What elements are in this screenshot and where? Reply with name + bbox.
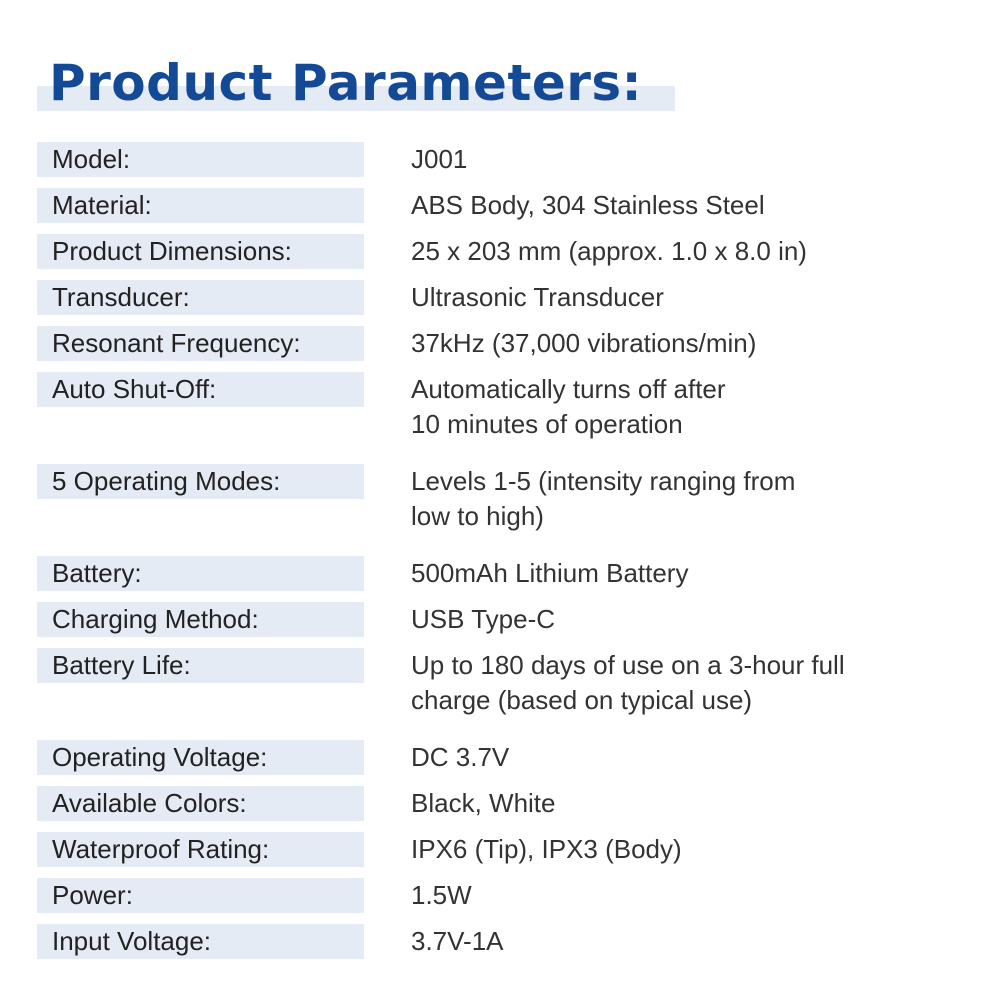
spec-value-line: 500mAh Lithium Battery	[411, 558, 689, 588]
spec-value-line: Automatically turns off after	[411, 374, 726, 404]
spec-value-line: 25 x 203 mm (approx. 1.0 x 8.0 in)	[411, 236, 807, 266]
spec-value-line: ABS Body, 304 Stainless Steel	[411, 190, 765, 220]
spec-value-line: 37kHz (37,000 vibrations/min)	[411, 328, 757, 358]
spec-value	[411, 602, 971, 637]
spec-label: Waterproof Rating:	[37, 832, 364, 867]
spec-value	[411, 878, 971, 913]
spec-value-line: low to high)	[411, 501, 544, 531]
spec-label: Transducer:	[37, 280, 364, 315]
spec-label: Resonant Frequency:	[37, 326, 364, 361]
spec-value	[411, 924, 971, 959]
spec-value-line: J001	[411, 144, 468, 174]
spec-label: Model:	[37, 142, 364, 177]
spec-value	[411, 372, 971, 442]
spec-value-line: charge (based on typical use)	[411, 685, 753, 715]
spec-label: Available Colors:	[37, 786, 364, 821]
spec-label: Battery:	[37, 556, 364, 591]
spec-value-line: Black, White	[411, 788, 556, 818]
spec-value	[411, 142, 971, 177]
spec-value-line: Up to 180 days of use on a 3-hour full	[411, 650, 845, 680]
spec-value-line: IPX6 (Tip), IPX3 (Body)	[411, 834, 682, 864]
spec-value-line: DC 3.7V	[411, 742, 510, 772]
spec-label: Charging Method:	[37, 602, 364, 637]
spec-label: Power:	[37, 878, 364, 913]
spec-label: Product Dimensions:	[37, 234, 364, 269]
spec-value	[411, 280, 971, 315]
spec-value-line: 1.5W	[411, 880, 472, 910]
spec-value	[411, 464, 971, 534]
spec-label: Input Voltage:	[37, 924, 364, 959]
spec-value-line: USB Type-C	[411, 604, 556, 634]
spec-value-line: Levels 1-5 (intensity ranging from	[411, 466, 796, 496]
page-title: Product Parameters:	[49, 54, 643, 112]
spec-value-line: 10 minutes of operation	[411, 409, 683, 439]
spec-value	[411, 648, 971, 718]
spec-value-line: 3.7V-1A	[411, 926, 504, 956]
spec-value	[411, 326, 971, 361]
spec-value	[411, 740, 971, 775]
spec-label: Battery Life:	[37, 648, 364, 683]
spec-value	[411, 786, 971, 821]
spec-value-line: Ultrasonic Transducer	[411, 282, 664, 312]
spec-label: Material:	[37, 188, 364, 223]
spec-value	[411, 188, 971, 223]
spec-value	[411, 234, 971, 269]
spec-value	[411, 556, 971, 591]
title-block	[37, 48, 677, 114]
spec-label: 5 Operating Modes:	[37, 464, 364, 499]
spec-value	[411, 832, 971, 867]
spec-label: Operating Voltage:	[37, 740, 364, 775]
spec-label: Auto Shut-Off:	[37, 372, 364, 407]
